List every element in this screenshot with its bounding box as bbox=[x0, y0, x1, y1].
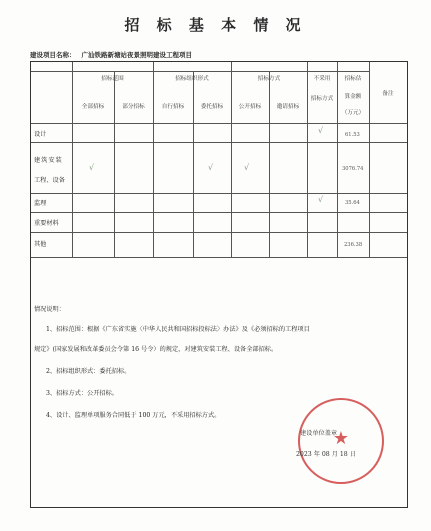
project-name-label: 建设项目名称： bbox=[30, 51, 76, 59]
estimate-design: 61.53 bbox=[345, 132, 360, 138]
notes-heading: 情况说明： bbox=[34, 306, 65, 313]
check-mark: √ bbox=[318, 126, 324, 135]
project-name-line bbox=[30, 50, 192, 59]
header-org-self: 自行招标 bbox=[161, 104, 185, 110]
official-seal bbox=[298, 398, 384, 484]
row-label-other: 其他 bbox=[34, 241, 47, 248]
notes-line: 规定》(国家发展和改革委员会令第 16 号令）的规定，对建筑安装工程、设备全部招标。 bbox=[34, 346, 278, 353]
row-label-materials: 重要材料 bbox=[34, 220, 59, 227]
estimate-other: 236.38 bbox=[344, 242, 363, 248]
header-org-form: 招标组织形式 bbox=[175, 76, 209, 82]
project-name-value: 广汕铁路新塘站夜景照明建设工程项目 bbox=[81, 51, 192, 59]
estimate-supervision: 35.64 bbox=[345, 200, 360, 206]
check-mark: √ bbox=[89, 163, 95, 172]
seal-label: 建设单位盖章 bbox=[300, 430, 338, 437]
header-estimate-1: 招标估 bbox=[344, 76, 362, 82]
notes-line: 4、设计、监理单项服务合同低于 100 万元，不采用招标方式。 bbox=[46, 412, 221, 419]
document-title: 招 标 基 本 情 况 bbox=[124, 16, 307, 34]
check-mark: √ bbox=[208, 163, 214, 172]
header-org-entrust: 委托招标 bbox=[200, 104, 224, 110]
check-mark: √ bbox=[318, 195, 324, 204]
check-mark: √ bbox=[244, 163, 250, 172]
header-method-open: 公开招标 bbox=[238, 104, 262, 110]
header-remark: 备注 bbox=[382, 91, 394, 97]
row-label-design: 设计 bbox=[34, 131, 47, 138]
row-label-construction-1: 建筑安装 bbox=[34, 157, 63, 164]
seal-star-icon: ★ bbox=[332, 428, 350, 449]
row-label-supervision: 监理 bbox=[34, 200, 47, 207]
notes-line: 1、招标范围：根据《广东省实施〈中华人民共和国招标投标法〉办法》及《必须招标的工程项目 bbox=[46, 326, 310, 333]
header-scope-all: 全部招标 bbox=[81, 104, 105, 110]
signature-date: 2023 年 08 月 18 日 bbox=[296, 451, 356, 458]
header-no-tender-2: 招标方式 bbox=[310, 96, 334, 102]
header-method-invite: 邀请招标 bbox=[276, 104, 300, 110]
header-scope: 招标范围 bbox=[101, 76, 124, 82]
header-estimate-2: 算金额 bbox=[344, 94, 362, 100]
header-no-tender-1: 不采用 bbox=[313, 76, 331, 82]
row-label-construction-2: 工程、设备 bbox=[34, 177, 65, 184]
notes-line: 2、招标组织形式：委托招标。 bbox=[46, 368, 131, 375]
estimate-construction: 3076.74 bbox=[342, 166, 364, 172]
notes-line: 3、招标方式：公开招标。 bbox=[46, 390, 118, 397]
header-estimate-3: （万元） bbox=[341, 110, 365, 116]
header-scope-part: 部分招标 bbox=[122, 104, 145, 110]
header-method: 招标方式 bbox=[257, 76, 281, 82]
